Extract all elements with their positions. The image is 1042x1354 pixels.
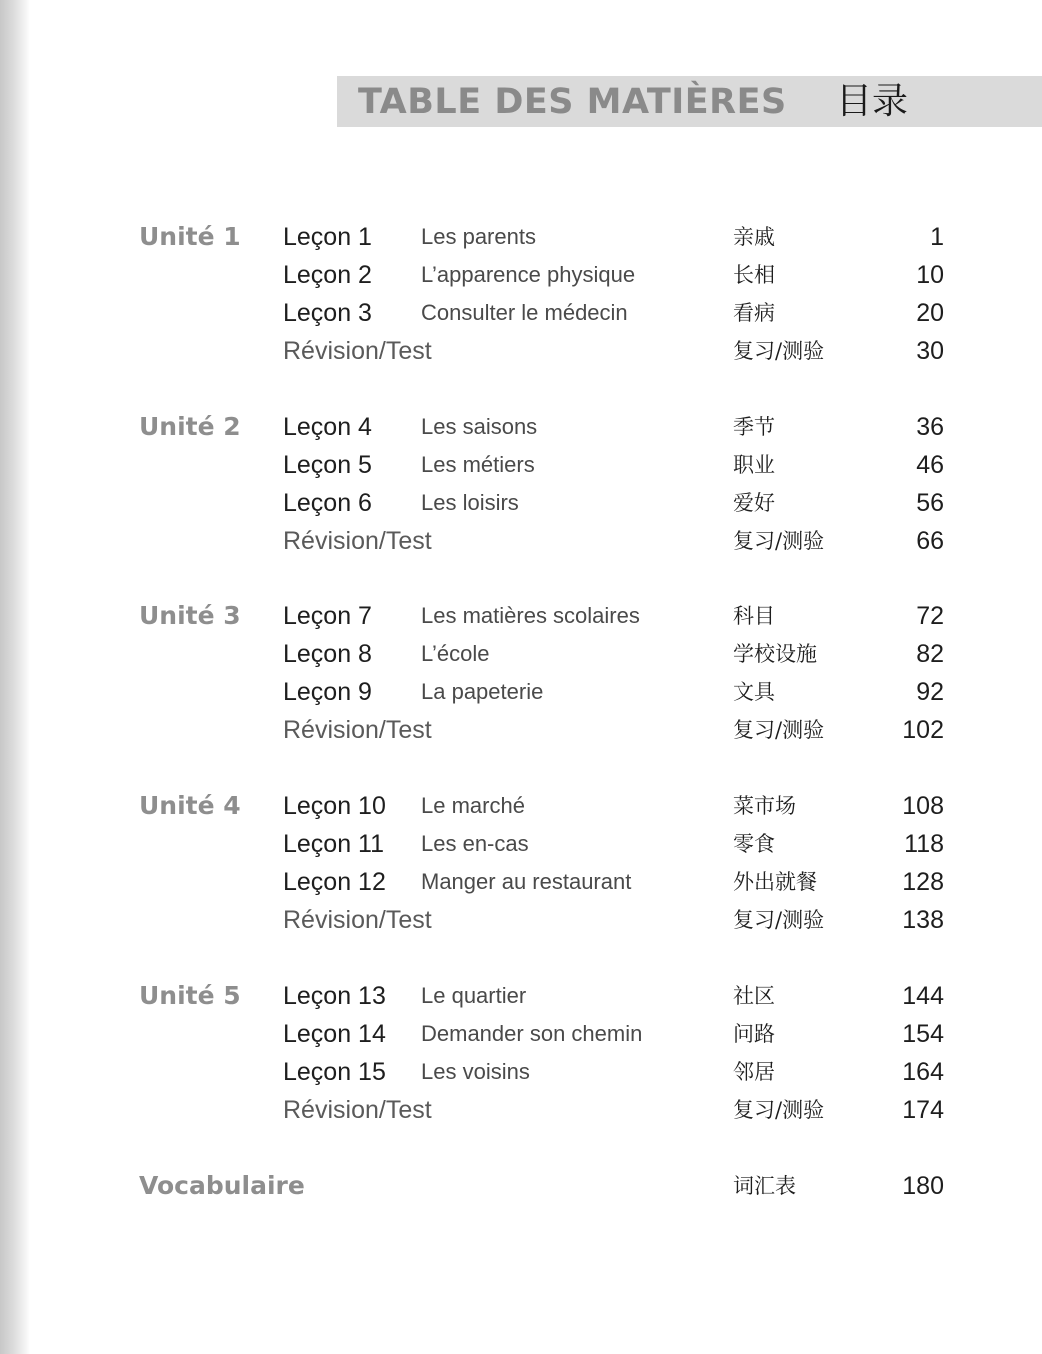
lesson-title-chinese: 爱好	[733, 491, 775, 515]
toc-revision-row[interactable]	[0, 333, 1042, 369]
lesson-title-chinese: 学校设施	[733, 642, 817, 666]
revision-label: Révision/Test	[283, 1096, 432, 1124]
lesson-number: Leçon 4	[283, 413, 372, 441]
page-number: 102	[902, 716, 944, 744]
page-title: TABLE DES MATIÈRES	[358, 82, 787, 122]
lesson-number: Leçon 14	[283, 1020, 386, 1048]
page-number: 92	[916, 678, 944, 706]
lesson-title: Le marché	[421, 793, 525, 818]
lesson-title: Les loisirs	[421, 490, 519, 515]
page-number: 154	[902, 1020, 944, 1048]
page-number: 108	[902, 792, 944, 820]
lesson-title-chinese: 文具	[733, 680, 775, 704]
lesson-number: Leçon 8	[283, 640, 372, 668]
toc-row[interactable]	[0, 674, 1042, 710]
lesson-title: La papeterie	[421, 679, 544, 704]
unit-label: Unité 5	[139, 981, 241, 1010]
page-title-chinese: 目录	[836, 81, 909, 122]
unit-label: Unité 1	[139, 222, 241, 251]
toc-revision-row[interactable]	[0, 523, 1042, 559]
page-number: 1	[930, 223, 944, 251]
toc-row[interactable]	[0, 598, 1042, 634]
toc-revision-row[interactable]	[0, 712, 1042, 748]
lesson-title-chinese: 长相	[733, 263, 775, 287]
unit-label: Unité 3	[139, 601, 241, 630]
toc-row[interactable]	[0, 788, 1042, 824]
toc-row[interactable]	[0, 826, 1042, 862]
revision-label-chinese: 复习/测验	[733, 1098, 825, 1122]
page-number: 20	[916, 299, 944, 327]
toc-row[interactable]	[0, 1054, 1042, 1090]
page-number: 56	[916, 489, 944, 517]
lesson-title: Le quartier	[421, 983, 527, 1008]
revision-label-chinese: 复习/测验	[733, 339, 825, 363]
lesson-number: Leçon 2	[283, 261, 372, 289]
page-number: 82	[916, 640, 944, 668]
lesson-number: Leçon 11	[283, 830, 385, 858]
page-number: 144	[902, 982, 944, 1010]
unit-label: Unité 2	[139, 412, 241, 441]
lesson-number: Leçon 6	[283, 489, 372, 517]
lesson-title-chinese: 季节	[733, 415, 775, 439]
lesson-number: Leçon 9	[283, 678, 372, 706]
lesson-title: Manger au restaurant	[421, 869, 632, 894]
page-number: 30	[916, 337, 944, 365]
toc-row[interactable]	[0, 978, 1042, 1014]
page-number: 10	[916, 261, 944, 289]
lesson-title: Consulter le médecin	[421, 300, 628, 325]
page-number: 138	[902, 906, 944, 934]
lesson-title: Les parents	[421, 224, 536, 249]
page-number: 174	[902, 1096, 944, 1124]
lesson-number: Leçon 13	[283, 982, 386, 1010]
vocabulary-label: Vocabulaire	[139, 1171, 305, 1200]
lesson-title-chinese: 看病	[733, 301, 775, 325]
unit-label: Unité 4	[139, 791, 241, 820]
toc-revision-row[interactable]	[0, 1092, 1042, 1128]
lesson-title-chinese: 亲戚	[733, 225, 775, 249]
revision-label: Révision/Test	[283, 906, 432, 934]
toc-revision-row[interactable]	[0, 902, 1042, 938]
lesson-title-chinese: 职业	[733, 453, 775, 477]
page-number: 128	[902, 868, 944, 896]
toc-row[interactable]	[0, 295, 1042, 331]
lesson-title: Les voisins	[421, 1059, 530, 1084]
lesson-title-chinese: 问路	[733, 1022, 775, 1046]
toc-row[interactable]	[0, 447, 1042, 483]
revision-label: Révision/Test	[283, 716, 432, 744]
lesson-title: Les saisons	[421, 414, 538, 439]
page-number: 164	[902, 1058, 944, 1086]
revision-label-chinese: 复习/测验	[733, 529, 825, 553]
lesson-number: Leçon 5	[283, 451, 372, 479]
toc-row[interactable]	[0, 636, 1042, 672]
page-number: 46	[916, 451, 944, 479]
page-number: 118	[904, 830, 944, 858]
lesson-number: Leçon 3	[283, 299, 372, 327]
revision-label: Révision/Test	[283, 337, 432, 365]
revision-label: Révision/Test	[283, 527, 432, 555]
lesson-number: Leçon 12	[283, 868, 386, 896]
revision-label-chinese: 复习/测验	[733, 718, 825, 742]
toc-row[interactable]	[0, 257, 1042, 293]
toc-vocabulary-row[interactable]	[0, 1168, 1042, 1204]
page-number: 72	[916, 602, 944, 630]
toc-row[interactable]	[0, 409, 1042, 445]
page-number: 66	[916, 527, 944, 555]
lesson-title-chinese: 社区	[733, 984, 775, 1008]
toc-row[interactable]	[0, 1016, 1042, 1052]
lesson-title: Les en-cas	[421, 831, 529, 856]
lesson-title: Les matières scolaires	[421, 603, 640, 628]
lesson-number: Leçon 15	[283, 1058, 386, 1086]
toc-row[interactable]	[0, 219, 1042, 255]
lesson-number: Leçon 1	[283, 223, 372, 251]
lesson-title-chinese: 菜市场	[733, 794, 796, 818]
lesson-title-chinese: 科目	[733, 604, 775, 628]
page-number: 180	[902, 1172, 944, 1200]
revision-label-chinese: 复习/测验	[733, 908, 825, 932]
lesson-number: Leçon 10	[283, 792, 386, 820]
toc-row[interactable]	[0, 485, 1042, 521]
lesson-title-chinese: 邻居	[733, 1060, 775, 1084]
lesson-title: Demander son chemin	[421, 1021, 643, 1046]
lesson-title-chinese: 外出就餐	[733, 870, 817, 894]
lesson-title-chinese: 零食	[733, 832, 775, 856]
toc-row[interactable]	[0, 864, 1042, 900]
lesson-title: Les métiers	[421, 452, 535, 477]
lesson-title: L’école	[421, 641, 490, 666]
vocabulary-label-chinese: 词汇表	[733, 1174, 796, 1198]
lesson-title: L’apparence physique	[421, 262, 636, 287]
lesson-number: Leçon 7	[283, 602, 372, 630]
page-number: 36	[916, 413, 944, 441]
